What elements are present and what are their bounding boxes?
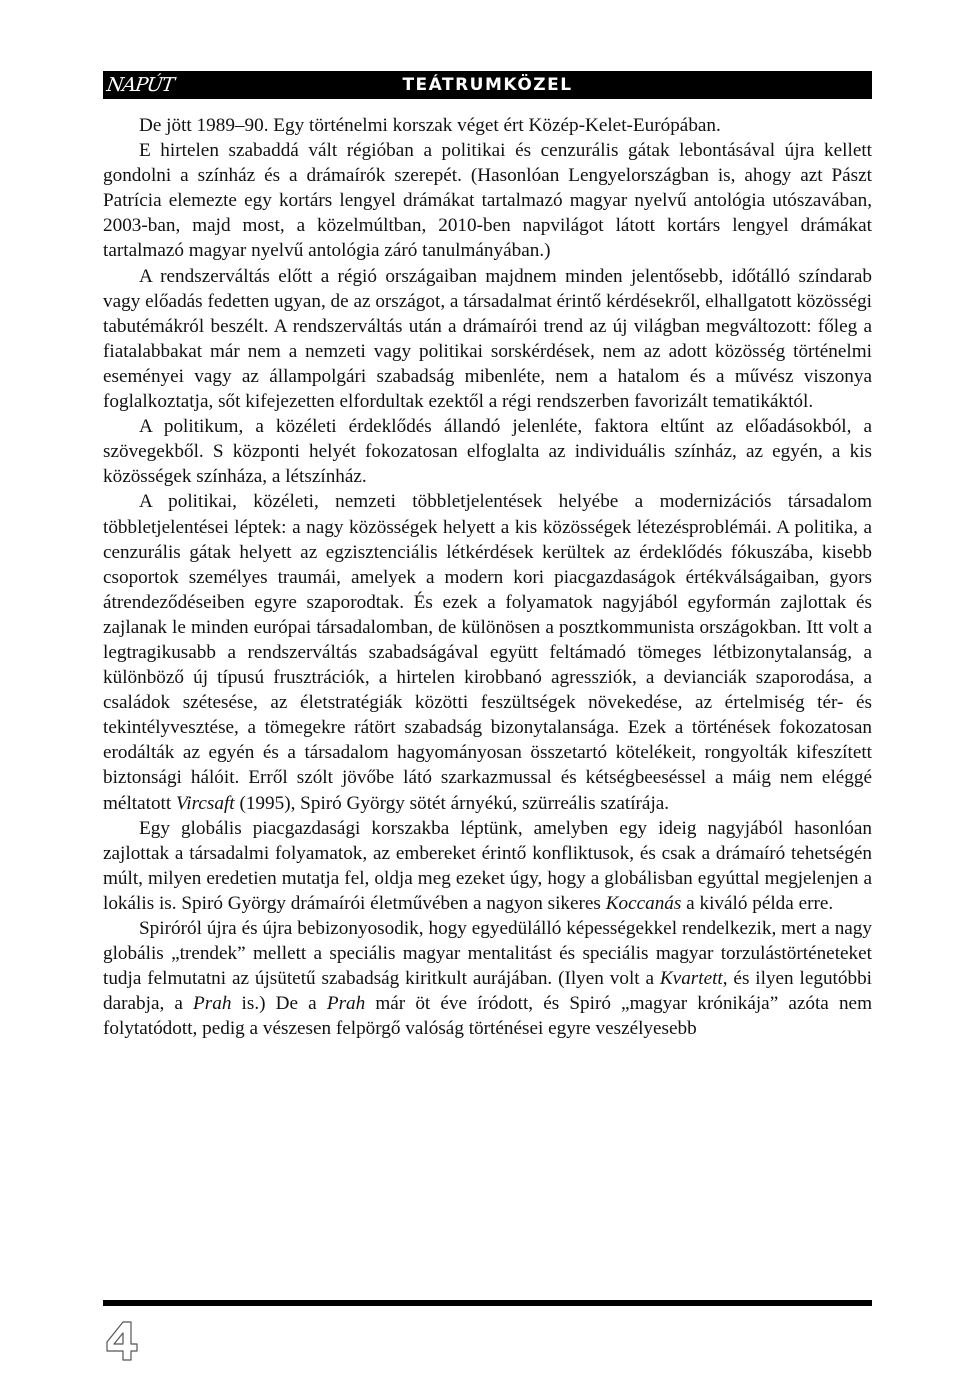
footer-rule <box>103 1300 872 1306</box>
text-run: már öt éve íródott, és Spiró „magyar krónikája” azóta nem folytatódott, pedig a vészesen felpörgő valóság történései egyre veszélyesebb <box>103 993 872 1040</box>
page-number <box>104 1320 140 1362</box>
text-run: , és ilyen legutóbbi darabja, a <box>103 968 872 1015</box>
work-title: Koccanás <box>605 892 682 914</box>
paragraph <box>103 489 872 815</box>
text-run: is.) De a <box>231 993 327 1015</box>
article-body <box>103 113 872 1041</box>
running-header <box>103 71 872 99</box>
paragraph <box>103 414 872 489</box>
work-title: Prah <box>193 993 232 1015</box>
text-run: a kiváló példa erre. <box>681 892 834 914</box>
text-run: A politikum, a közéleti érdeklődés állandó jelenléte, faktora eltűnt az előadásokból, a szövegekből. S központi helyét fokozatosan elfoglalta az individuális színház, az egyén, a kis közösségek színháza, a létszínház. <box>103 416 872 488</box>
paragraph <box>103 916 872 1041</box>
text-run: Egy globális piacgazdasági korszakba léptünk, amelyben egy ideig nagyjából hasonlóan zajlottak a társadalmi folyamatok, az embereket érintő konfliktusok, és csak a drámaíró tehetségén múlt, milyen eredetien mutatja fel, oldja meg ezeket úgy, hogy a globálisban egyúttal megjelenjen a lokális is. Spiró György drámaírói életművében a nagyon sikeres <box>103 817 872 914</box>
section-title: TEÁTRUMKÖZEL <box>402 75 573 95</box>
text-run: A politikai, közéleti, nemzeti többletjelentések helyébe a modernizációs társadalom többletjelentései léptek: a nagy közösségek helyett a kis közösségek létezésproblémái. A politika, a cenzurális gátak helyett az egzisztenciális létkérdések kerültek az érdeklődés fókuszába, kisebb csoportok személyes traumái, amelyek a modern kori piacgazdaságok értékválságaiban, gyors átrendeződéseiben egyre szaporodtak. És ezek a folyamatok nagyjából egyformán zajlottak és zajlanak le minden európai társadalomban, de különösen a posztkommunista országokban. Itt volt a legtragikusabb a rendszerváltás szabadságával együtt feltámadó tömeges létbizonytalanság, a különböző új típusú frusztrációk, a hirtelen kirobbanó agressziók, a devianciák szaporodása, a családok szétesése, az életstratégiák közötti feszültségek növekedése, az értelmiség tér- és tekintélyvesztése, a tömegekre rátört szabadság bizonytalansága. Ezek a történések fokozatosan erodálták az egyén és a társadalom hagyományosan összetartó kötelékeit, rongyolták kifeszített biztonsági hálóit. Erről szólt jövőbe látó szarkazmussal és kétségbeeséssel a máig nem eléggé méltatott <box>103 491 872 814</box>
text-run: De jött 1989–90. Egy történelmi korszak véget ért Közép-Kelet-Európában. <box>139 115 721 136</box>
paragraph <box>103 264 872 415</box>
work-title: Kvartett <box>659 968 723 990</box>
work-title: Prah <box>326 993 366 1015</box>
text-run: Spiróról újra és újra bebizonyosodik, hogy egyedülálló képességekkel rendelkezik, mert a nagy globális „trendek” mellett a speciális magyar mentalitást és speciális magyar torzulástörténeteket tudja felmutatni az újsütetű szabadság kiritkult aurájában. (Ilyen volt a <box>103 918 872 990</box>
text-run: (1995), Spiró György sötét árnyékú, szürreális szatírája. <box>234 792 670 814</box>
paragraph <box>103 138 872 263</box>
page-number-value <box>140 1320 141 1321</box>
page-number-outline-icon <box>104 1320 140 1362</box>
paragraph <box>103 113 872 138</box>
text-run: E hirtelen szabaddá vált régióban a politikai és cenzurális gátak lebontásával újra kellett gondolni a színház és a drámaírók szerepét. (Hasonlóan Lengyelországban is, ahogy azt Pászt Patrícia elemezte egy kortárs lengyel drámákat tartalmazó magyar nyelvű antológia utószavában, 2003-ban, majd most, a közelmúltban, 2010-ben napvilágot látott kortárs lengyel drámákat tartalmazó magyar nyelvű antológia záró tanulmányában.) <box>103 140 872 262</box>
paragraph <box>103 816 872 916</box>
work-title: Vircsaft <box>176 792 235 814</box>
magazine-logo: NAPÚT <box>105 74 176 96</box>
text-run: A rendszerváltás előtt a régió országaiban majdnem minden jelentősebb, időtálló színdarab vagy előadás fedetten ugyan, de az országot, a társadalmat érintő kérdésekről, elhallgatott közösségi tabutémákról beszélt. A rendszerváltás után a drámaírói trend az új világban megváltozott: főleg a fiatalabbakat már nem a nemzeti vagy politikai sorskérdések, nem az adott közösség történelmi eseményei vagy az állampolgári szabadság mibenléte, nem a hatalom és a művész viszonya foglalkoztatja, sőt kifejezetten elfordultak ezektől a régi rendszerben favorizált tematikáktól. <box>103 265 872 413</box>
